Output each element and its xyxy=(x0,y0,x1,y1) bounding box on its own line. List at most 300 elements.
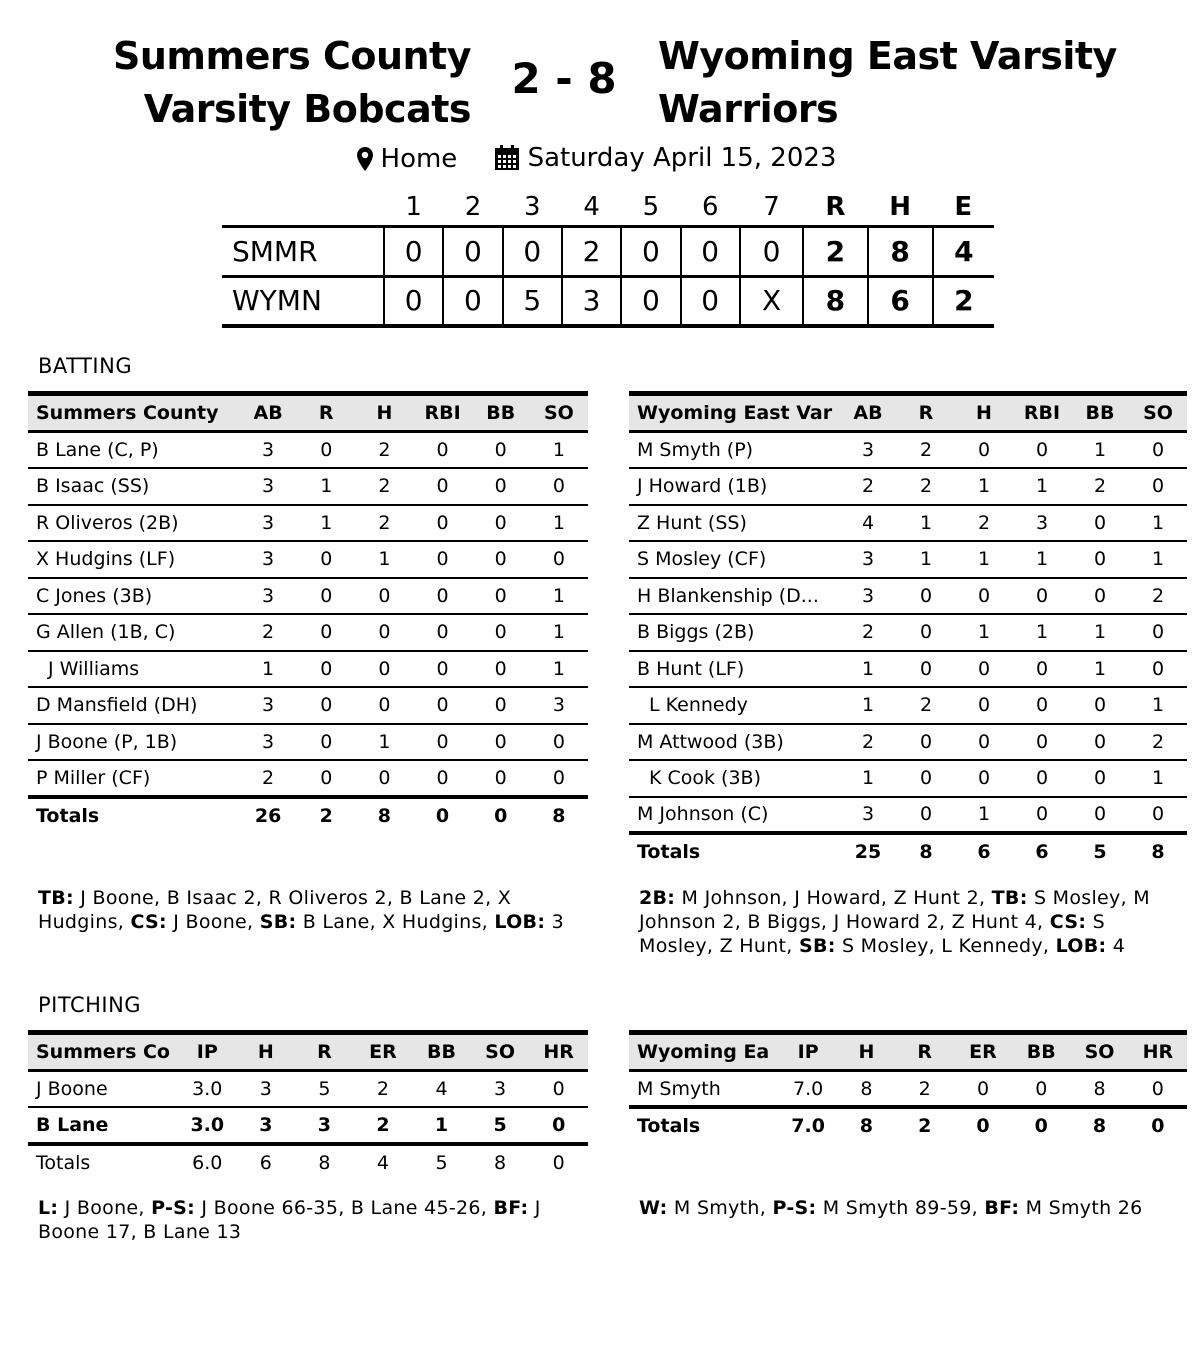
table-row xyxy=(629,724,1187,761)
inning-cell: 0 xyxy=(621,226,680,276)
stat-cell: 3 xyxy=(530,687,588,724)
stat-cell: 0 xyxy=(1013,432,1071,469)
stat-cell: 2 xyxy=(897,468,955,505)
stat-cell: 3 xyxy=(839,797,897,834)
table-header-col: R xyxy=(297,394,355,432)
stat-cell: 1 xyxy=(530,505,588,542)
totals-cell: 6 xyxy=(1035,841,1049,864)
table-row xyxy=(629,614,1187,651)
table-header-col: H xyxy=(237,1033,296,1071)
inning-cell: 0 xyxy=(740,226,803,276)
stat-cell: 0 xyxy=(1071,687,1129,724)
stat-cell: 0 xyxy=(1071,797,1129,834)
note-text: S Mosley, M Johnson 2, B Biggs, J Howard 2, Z Hunt 4, xyxy=(639,887,1150,933)
player-name: D Mansfield (DH) xyxy=(28,687,239,724)
note-label: TB: xyxy=(991,887,1028,909)
stat-cell: 2 xyxy=(839,724,897,761)
table-row xyxy=(28,432,588,469)
hits-cell: 6 xyxy=(868,276,933,326)
stat-cell: 0 xyxy=(297,687,355,724)
stat-cell: 0 xyxy=(897,578,955,615)
inning-cell: 0 xyxy=(443,276,502,326)
stat-cell: 0 xyxy=(413,578,471,615)
stat-cell: 0 xyxy=(1013,578,1071,615)
note-text: S Mosley, Z Hunt, xyxy=(639,911,1105,957)
stat-cell: 0 xyxy=(413,541,471,578)
stat-cell: 2 xyxy=(355,432,413,469)
table-header-col: SO xyxy=(530,394,588,432)
stat-cell: 0 xyxy=(530,468,588,505)
runs-cell: 8 xyxy=(803,276,867,326)
totals-cell: 8 xyxy=(919,841,933,864)
table-header-col: AB xyxy=(839,394,897,432)
stat-cell: 3 xyxy=(1013,505,1071,542)
inning-cell: 0 xyxy=(681,276,740,326)
line-score-col: 1 xyxy=(405,192,422,223)
stat-cell: 1 xyxy=(955,468,1013,505)
player-name: M Johnson (C) xyxy=(629,797,839,834)
stat-cell: 0 xyxy=(897,797,955,834)
away-pitching-table xyxy=(629,1030,1187,1144)
totals-label: Totals xyxy=(36,1151,91,1174)
home-pitching-notes xyxy=(38,1196,593,1244)
inning-cell: 0 xyxy=(503,226,562,276)
stat-cell: 1 xyxy=(897,505,955,542)
stat-cell: 1 xyxy=(355,724,413,761)
player-name: G Allen (1B, C) xyxy=(28,614,239,651)
note-text: J Boone, xyxy=(58,1197,152,1219)
stat-cell: 0 xyxy=(1071,760,1129,797)
stat-cell: 0 xyxy=(1071,541,1129,578)
stat-cell: 0 xyxy=(413,614,471,651)
table-header-col: HR xyxy=(529,1033,588,1071)
stat-cell: 1 xyxy=(355,541,413,578)
stat-cell: 3 xyxy=(239,505,297,542)
home-batting-notes xyxy=(38,886,593,934)
player-name: H Blankenship (D... xyxy=(629,578,839,615)
note-label: CS: xyxy=(1049,911,1087,933)
stat-cell: 0 xyxy=(530,760,588,797)
stat-cell: 1 xyxy=(530,651,588,688)
inning-cell: 0 xyxy=(621,276,680,326)
stat-cell: 2 xyxy=(239,760,297,797)
line-score-col: 2 xyxy=(464,192,482,223)
stat-cell: 0 xyxy=(1071,724,1129,761)
totals-cell: 2 xyxy=(918,1115,932,1138)
stat-cell: 1 xyxy=(412,1107,471,1144)
line-score-col: 6 xyxy=(701,192,719,223)
table-header-name: Wyoming Ea xyxy=(629,1033,779,1071)
runs-cell: 2 xyxy=(803,226,867,276)
note-label: LOB: xyxy=(494,911,546,933)
player-name: S Mosley (CF) xyxy=(629,541,839,578)
table-header-col: SO xyxy=(1129,394,1187,432)
stat-cell: 3 xyxy=(471,1071,530,1108)
stat-cell: 0 xyxy=(1071,505,1129,542)
stat-cell: 3.0 xyxy=(178,1071,237,1108)
note-text: J Boone, B Isaac 2, R Oliveros 2, B Lane 2, X Hudgins, xyxy=(38,887,512,933)
table-header-name: Summers Co xyxy=(28,1033,178,1071)
stat-cell: 1 xyxy=(297,468,355,505)
player-name: J Williams xyxy=(28,651,239,688)
table-header-col: HR xyxy=(1129,1033,1187,1071)
totals-cell: 25 xyxy=(854,841,882,864)
stat-cell: 2 xyxy=(1129,724,1187,761)
player-name: M Smyth xyxy=(629,1071,779,1108)
totals-label: Totals xyxy=(637,1115,701,1138)
stat-cell: 0 xyxy=(472,541,530,578)
stat-cell: 0 xyxy=(413,724,471,761)
player-name: M Attwood (3B) xyxy=(629,724,839,761)
table-row xyxy=(629,1071,1187,1108)
stat-cell: 2 xyxy=(897,687,955,724)
totals-cell: 0 xyxy=(552,1151,565,1174)
totals-cell: 7.0 xyxy=(791,1115,825,1138)
stat-cell: 3 xyxy=(239,541,297,578)
stat-cell: 8 xyxy=(837,1071,895,1108)
player-name: P Miller (CF) xyxy=(28,760,239,797)
table-header-col: RBI xyxy=(413,394,471,432)
table-header-col: BB xyxy=(472,394,530,432)
note-label: 2B: xyxy=(639,887,676,909)
home-batting-table xyxy=(28,391,588,833)
stat-cell: 0 xyxy=(1012,1071,1070,1108)
note-text: J Boone 17, B Lane 13 xyxy=(38,1197,541,1243)
player-name: K Cook (3B) xyxy=(629,760,839,797)
stat-cell: 1 xyxy=(1129,505,1187,542)
stat-cell: 0 xyxy=(529,1071,588,1108)
stat-cell: 2 xyxy=(1071,468,1129,505)
note-text: 4 xyxy=(1106,935,1126,957)
table-header-col: R xyxy=(897,394,955,432)
table-row xyxy=(28,724,588,761)
stat-cell: 3 xyxy=(237,1107,296,1144)
stat-cell: 0 xyxy=(355,760,413,797)
inning-cell: 3 xyxy=(562,276,621,326)
inning-cell: 0 xyxy=(443,226,502,276)
stat-cell: 1 xyxy=(239,651,297,688)
totals-cell: 8 xyxy=(318,1151,331,1174)
stat-cell: 5 xyxy=(295,1071,354,1108)
stat-cell: 0 xyxy=(472,432,530,469)
game-meta xyxy=(0,141,1193,180)
totals-cell: 8 xyxy=(494,1151,507,1174)
stat-cell: 1 xyxy=(1129,541,1187,578)
line-score-team: WYMN xyxy=(222,276,384,326)
totals-cell: 5 xyxy=(1093,841,1107,864)
stat-cell: 3 xyxy=(239,432,297,469)
stat-cell: 0 xyxy=(955,578,1013,615)
table-row xyxy=(28,760,588,797)
stat-cell: 0 xyxy=(1129,797,1187,834)
table-row xyxy=(629,432,1187,469)
game-date xyxy=(494,141,837,175)
table-row xyxy=(28,614,588,651)
note-label: LOB: xyxy=(1055,935,1107,957)
table-header-col: BB xyxy=(1012,1033,1070,1071)
note-label: L: xyxy=(38,1197,59,1219)
totals-cell: 0 xyxy=(1151,1115,1165,1138)
stat-cell: 1 xyxy=(1013,614,1071,651)
player-name: L Kennedy xyxy=(629,687,839,724)
stat-cell: 0 xyxy=(955,687,1013,724)
table-row xyxy=(28,541,588,578)
stat-cell: 0 xyxy=(413,432,471,469)
stat-cell: 0 xyxy=(897,651,955,688)
stat-cell: 3 xyxy=(839,541,897,578)
stat-cell: 0 xyxy=(1129,468,1187,505)
stat-cell: 0 xyxy=(472,724,530,761)
stat-cell: 7.0 xyxy=(779,1071,837,1108)
stat-cell: 0 xyxy=(355,651,413,688)
date-text: Saturday April 15, 2023 xyxy=(527,143,837,173)
stat-cell: 3 xyxy=(239,687,297,724)
line-score-col: R xyxy=(825,192,846,223)
stat-cell: 0 xyxy=(1013,724,1071,761)
inning-cell: X xyxy=(740,276,803,326)
stat-cell: 0 xyxy=(297,724,355,761)
table-header-row xyxy=(28,394,588,432)
stat-cell: 0 xyxy=(297,614,355,651)
errors-cell: 2 xyxy=(933,276,994,326)
stat-cell: 1 xyxy=(839,760,897,797)
totals-label: Totals xyxy=(36,804,100,827)
stat-cell: 0 xyxy=(897,724,955,761)
table-header-col: R xyxy=(295,1033,354,1071)
totals-row xyxy=(28,1144,588,1181)
stat-cell: 0 xyxy=(955,760,1013,797)
table-row xyxy=(28,1107,588,1144)
player-name: J Boone xyxy=(28,1071,178,1108)
location xyxy=(357,142,458,176)
player-name: X Hudgins (LF) xyxy=(28,541,239,578)
player-name: B Lane (C, P) xyxy=(28,432,239,469)
inning-cell: 0 xyxy=(384,276,443,326)
table-header-col: H xyxy=(837,1033,895,1071)
stat-cell: 0 xyxy=(1129,614,1187,651)
note-text: M Smyth 26 xyxy=(1019,1197,1143,1219)
hits-cell: 8 xyxy=(868,226,933,276)
home-pitching-table xyxy=(28,1030,588,1180)
stat-cell: 0 xyxy=(297,760,355,797)
totals-cell: 8 xyxy=(1151,841,1165,864)
stat-cell: 1 xyxy=(955,797,1013,834)
table-header-col: ER xyxy=(954,1033,1012,1071)
line-score-col: H xyxy=(889,192,911,223)
totals-cell: 26 xyxy=(254,804,282,827)
stat-cell: 1 xyxy=(839,651,897,688)
stat-cell: 0 xyxy=(297,651,355,688)
line-score-table xyxy=(222,190,994,328)
stat-cell: 0 xyxy=(413,651,471,688)
table-header-col: H xyxy=(355,394,413,432)
stat-cell: 4 xyxy=(412,1071,471,1108)
stat-cell: 0 xyxy=(1013,797,1071,834)
table-row xyxy=(28,578,588,615)
totals-cell: 8 xyxy=(859,1115,874,1138)
stat-cell: 0 xyxy=(1013,687,1071,724)
line-score-team: SMMR xyxy=(222,226,384,276)
final-score: 2 - 8 xyxy=(511,54,617,103)
stat-cell: 2 xyxy=(896,1071,954,1108)
line-score-header-row xyxy=(222,190,994,226)
note-text: M Johnson, J Howard, Z Hunt 2, xyxy=(675,887,992,909)
table-header-col: H xyxy=(955,394,1013,432)
stat-cell: 1 xyxy=(839,687,897,724)
stat-cell: 0 xyxy=(1071,578,1129,615)
table-row xyxy=(28,651,588,688)
table-header-name: Wyoming East Var xyxy=(629,394,839,432)
stat-cell: 2 xyxy=(355,468,413,505)
totals-row xyxy=(629,1107,1187,1144)
player-name: B Biggs (2B) xyxy=(629,614,839,651)
table-header-name: Summers County xyxy=(28,394,239,432)
note-label: CS: xyxy=(130,911,167,933)
player-name: B Isaac (SS) xyxy=(28,468,239,505)
stat-cell: 0 xyxy=(1129,1071,1187,1108)
stat-cell: 1 xyxy=(1129,687,1187,724)
stat-cell: 1 xyxy=(530,578,588,615)
stat-cell: 0 xyxy=(530,724,588,761)
away-pitching-notes xyxy=(639,1196,1184,1220)
table-header-col: RBI xyxy=(1013,394,1071,432)
player-name: C Jones (3B) xyxy=(28,578,239,615)
stat-cell: 0 xyxy=(1013,651,1071,688)
table-header-col: IP xyxy=(779,1033,837,1071)
table-row xyxy=(629,651,1187,688)
stat-cell: 1 xyxy=(1013,468,1071,505)
line-score-row xyxy=(222,226,994,276)
stat-cell: 0 xyxy=(1013,760,1071,797)
note-text: S Mosley, L Kennedy, xyxy=(835,935,1056,957)
stat-cell: 0 xyxy=(413,505,471,542)
errors-cell: 4 xyxy=(933,226,994,276)
stat-cell: 1 xyxy=(297,505,355,542)
stat-cell: 0 xyxy=(530,541,588,578)
table-row xyxy=(629,797,1187,834)
note-label: P-S: xyxy=(772,1197,817,1219)
player-name: J Boone (P, 1B) xyxy=(28,724,239,761)
totals-cell: 6 xyxy=(977,841,991,864)
totals-cell: 5 xyxy=(435,1151,448,1174)
inning-cell: 5 xyxy=(503,276,562,326)
stat-cell: 0 xyxy=(955,432,1013,469)
line-score-col: 7 xyxy=(763,192,780,223)
note-label: P-S: xyxy=(151,1197,196,1219)
player-name: B Lane xyxy=(28,1107,178,1144)
totals-cell: 0 xyxy=(976,1115,990,1138)
player-name: M Smyth (P) xyxy=(629,432,839,469)
inning-cell: 0 xyxy=(681,226,740,276)
stat-cell: 3 xyxy=(239,724,297,761)
table-row xyxy=(629,541,1187,578)
stat-cell: 3 xyxy=(237,1071,296,1108)
stat-cell: 0 xyxy=(355,578,413,615)
table-row xyxy=(28,687,588,724)
stat-cell: 0 xyxy=(413,760,471,797)
stat-cell: 2 xyxy=(354,1107,413,1144)
player-name: Z Hunt (SS) xyxy=(629,505,839,542)
totals-cell: 0 xyxy=(435,804,450,827)
totals-cell: 0 xyxy=(494,804,508,827)
stat-cell: 0 xyxy=(472,578,530,615)
totals-cell: 8 xyxy=(377,804,391,827)
totals-cell: 0 xyxy=(1034,1115,1048,1138)
away-batting-table xyxy=(629,391,1187,870)
table-header-row xyxy=(629,1033,1187,1071)
totals-cell: 4 xyxy=(376,1151,390,1174)
stat-cell: 1 xyxy=(1013,541,1071,578)
stat-cell: 0 xyxy=(355,687,413,724)
stat-cell: 3 xyxy=(239,578,297,615)
player-name: J Howard (1B) xyxy=(629,468,839,505)
stat-cell: 8 xyxy=(1070,1071,1128,1108)
table-row xyxy=(629,468,1187,505)
stat-cell: 3 xyxy=(239,468,297,505)
line-score-col: 4 xyxy=(583,192,600,223)
map-pin-icon xyxy=(357,147,373,171)
stat-cell: 0 xyxy=(529,1107,588,1144)
table-row xyxy=(28,468,588,505)
player-name: R Oliveros (2B) xyxy=(28,505,239,542)
stat-cell: 2 xyxy=(897,432,955,469)
stat-cell: 1 xyxy=(1071,614,1129,651)
stat-cell: 1 xyxy=(955,541,1013,578)
note-text: 3 xyxy=(545,911,564,933)
player-name: B Hunt (LF) xyxy=(629,651,839,688)
table-header-col: BB xyxy=(1071,394,1129,432)
table-header-col: IP xyxy=(178,1033,237,1071)
stat-cell: 0 xyxy=(472,760,530,797)
stat-cell: 0 xyxy=(897,614,955,651)
note-label: BF: xyxy=(984,1197,1020,1219)
note-text: J Boone 66-35, B Lane 45-26, xyxy=(195,1197,494,1219)
stat-cell: 0 xyxy=(413,687,471,724)
location-text: Home xyxy=(380,144,458,174)
note-label: W: xyxy=(639,1197,668,1219)
stat-cell: 5 xyxy=(471,1107,530,1144)
totals-label: Totals xyxy=(637,841,701,864)
line-score-col: 3 xyxy=(524,192,541,223)
stat-cell: 2 xyxy=(839,468,897,505)
stat-cell: 1 xyxy=(1071,432,1129,469)
totals-cell: 6.0 xyxy=(192,1151,223,1174)
stat-cell: 0 xyxy=(472,468,530,505)
stat-cell: 0 xyxy=(297,541,355,578)
table-row xyxy=(629,505,1187,542)
stat-cell: 0 xyxy=(472,651,530,688)
home-team-name: Summers County Varsity Bobcats xyxy=(112,34,471,131)
table-row xyxy=(28,505,588,542)
stat-cell: 0 xyxy=(297,578,355,615)
table-header-col: R xyxy=(896,1033,954,1071)
stat-cell: 0 xyxy=(297,432,355,469)
stat-cell: 1 xyxy=(1129,760,1187,797)
stat-cell: 1 xyxy=(530,614,588,651)
totals-cell: 2 xyxy=(319,804,333,827)
stat-cell: 0 xyxy=(955,724,1013,761)
totals-cell: 6 xyxy=(259,1151,272,1174)
note-text: J Boone, xyxy=(166,911,260,933)
stat-cell: 0 xyxy=(1129,432,1187,469)
table-header-col: ER xyxy=(354,1033,413,1071)
line-score-col: 5 xyxy=(642,192,660,223)
pitching-section-title: PITCHING xyxy=(38,993,142,1017)
stat-cell: 4 xyxy=(839,505,897,542)
table-header-row xyxy=(629,394,1187,432)
away-batting-notes xyxy=(639,886,1184,958)
inning-cell: 2 xyxy=(562,226,621,276)
